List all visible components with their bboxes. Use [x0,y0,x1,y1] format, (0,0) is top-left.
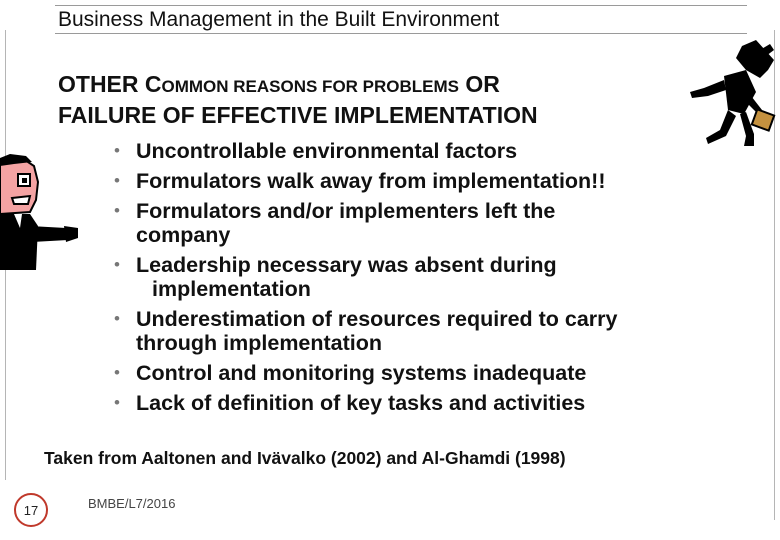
list-item: • Formulators and/or implementers left the company [114,199,556,247]
bullet-icon: • [114,201,120,220]
list-item: • Lack of definition of key tasks and activities [114,391,586,415]
heading-line-1: OTHER COMMON REASONS FOR PROBLEMS OR [58,71,500,97]
header-underline [55,33,747,34]
pointing-man-icon [0,152,80,272]
bullet-icon: • [114,141,120,160]
bullet-icon: • [114,171,120,190]
list-item: • Formulators walk away from implementation!! [114,169,606,193]
bullet-list [112,139,712,421]
bullet-icon: • [114,309,120,328]
source-citation: Taken from Aaltonen and Ivävalko (2002) and Al-Ghamdi (1998) [44,448,566,468]
slide-heading [58,70,538,130]
list-item: • Control and monitoring systems inadequate [114,361,587,385]
slide-number-badge [14,493,48,527]
top-rule [55,5,747,6]
list-item: • Leadership necessary was absent during implementation [114,253,557,301]
bullet-icon: • [114,363,120,382]
heading-line-2: FAILURE OF EFFECTIVE IMPLEMENTATION [58,102,538,128]
list-item: • Underestimation of resources required to carry through implementation [114,307,618,355]
footer-code: BMBE/L7/2016 [88,496,176,511]
header-title: Business Management in the Built Environment [58,8,500,31]
bullet-icon: • [114,393,120,412]
walking-man-with-briefcase-icon [684,40,780,150]
list-item: • Uncontrollable environmental factors [114,139,518,163]
bullet-icon: • [114,255,120,274]
slide-number: 17 [23,502,39,518]
